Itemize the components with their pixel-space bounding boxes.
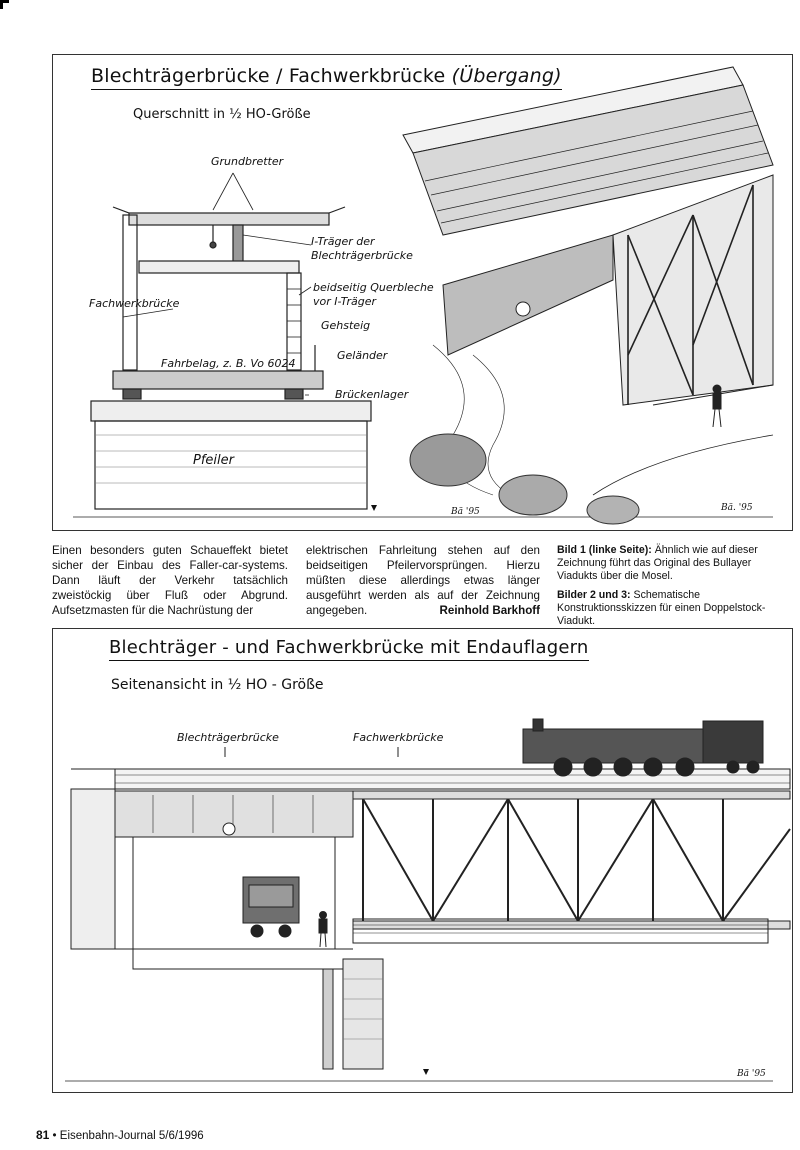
side-view-drawing bbox=[53, 629, 794, 1094]
crop-mark bbox=[0, 0, 9, 9]
author-name: Reinhold Barkhoff bbox=[439, 604, 540, 617]
label-pfeiler: Pfeiler bbox=[193, 453, 234, 468]
page-number: 81 bbox=[36, 1128, 50, 1142]
paragraph-1: Einen besonders guten Schaueffekt bietet sicher der Einbau des Faller-car-systems. Dann läuft der Verkehr tatsächlich zweistöckig über Fluß oder Abgrund. Aufsetzmasten für die Nachrüstung der bbox=[52, 544, 288, 617]
label-itraeger-2: Blechträgerbrücke bbox=[311, 249, 413, 262]
text-column-2 bbox=[306, 543, 540, 618]
label-fahrbelag: Fahrbelag, z. B. Vo 6024 bbox=[161, 357, 296, 370]
signature-bottom: Bä '95 bbox=[737, 1069, 766, 1079]
label-brueckenlager: Brückenlager bbox=[335, 388, 409, 401]
caption-1-text: Ähnlich wie auf dieser Zeichnung führt das Original des Bullayer Viadukts über die Mosel. bbox=[557, 544, 758, 582]
label-grundbretter: Grundbretter bbox=[211, 155, 284, 168]
caption-2-label: Bilder 2 und 3: bbox=[557, 589, 631, 601]
figure-cross-section bbox=[52, 54, 793, 531]
label-blechtraeger: Blechträgerbrücke bbox=[177, 731, 279, 744]
signature-left: Bä '95 bbox=[451, 507, 480, 517]
label-fachwerk: Fachwerkbrücke bbox=[89, 297, 180, 310]
figure-subtitle-bottom: Seitenansicht in ½ HO - Größe bbox=[111, 677, 324, 693]
figure-subtitle: Querschnitt in ½ HO-Größe bbox=[133, 107, 311, 122]
page-footer: 81 • Eisenbahn-Journal 5/6/1996 bbox=[36, 1128, 204, 1142]
title-paren: (Übergang) bbox=[451, 65, 562, 87]
label-querbleche-2: vor I-Träger bbox=[313, 295, 377, 308]
label-querbleche-1: beidseitig Querbleche bbox=[313, 281, 434, 294]
title-main: Blechträgerbrücke / Fachwerkbrücke bbox=[91, 65, 446, 87]
caption-1-label: Bild 1 (linke Seite): bbox=[557, 544, 652, 556]
label-itraeger-1: I-Träger der bbox=[311, 235, 375, 248]
journal-name: Eisenbahn-Journal 5/6/1996 bbox=[59, 1130, 204, 1142]
label-fachwerk-bottom: Fachwerkbrücke bbox=[353, 731, 444, 744]
caption-2-text: Schematische Konstruktionsskizzen für einen Doppelstock-Viadukt. bbox=[557, 589, 766, 627]
label-gehsteig: Gehsteig bbox=[321, 319, 371, 332]
figure-side-view bbox=[52, 628, 793, 1093]
paragraph-2: elektrischen Fahrleitung stehen auf den beidseitigen Pfeilervorsprüngen. Hierzu müßten diese allerdings etwas länger ausgeführt werden als auf der Zeichnung angegeben. bbox=[306, 544, 540, 617]
figure-title-bottom: Blechträger - und Fachwerkbrücke mit Endauflagern bbox=[109, 637, 589, 661]
text-column-1 bbox=[52, 543, 288, 618]
label-gelaender: Geländer bbox=[337, 349, 388, 362]
signature-right: Bä. '95 bbox=[721, 503, 753, 513]
caption-column bbox=[557, 544, 793, 628]
